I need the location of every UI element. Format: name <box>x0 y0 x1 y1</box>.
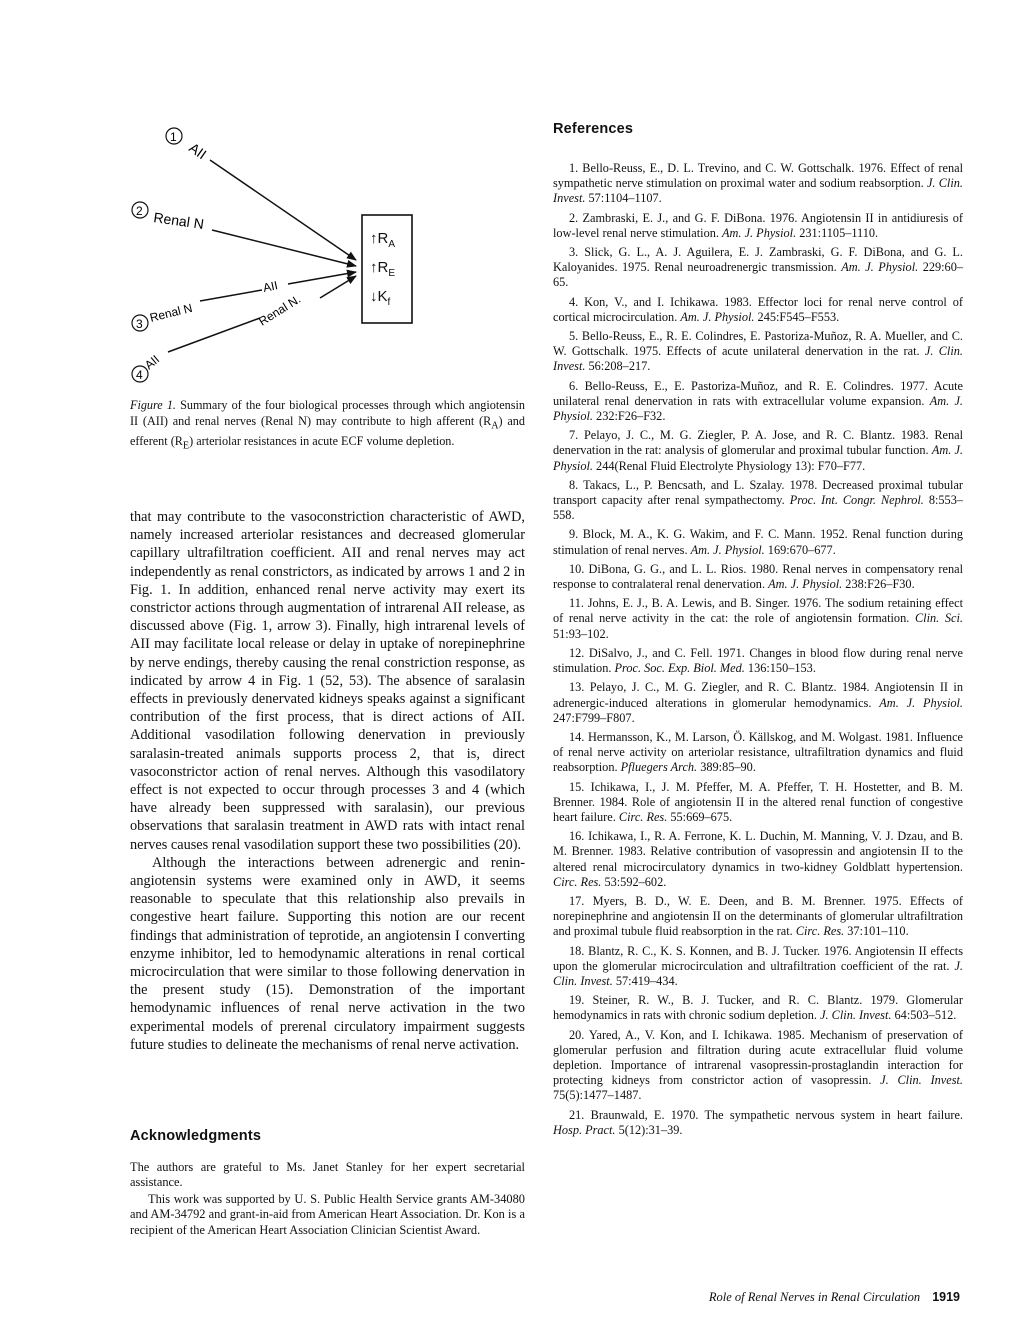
arrow-3-label-aii: AII <box>261 278 279 295</box>
journal-name: Am. J. Physiol. <box>690 542 765 557</box>
arrow-4-label-renal: Renal N. <box>256 291 304 329</box>
references-heading: References <box>553 121 634 137</box>
figure-1-diagram <box>130 118 525 390</box>
reference-item: 4. Kon, V., and I. Ichikawa. 1983. Effector loci for renal nerve control of cortical microcirculation. Am. J. Physiol. 245:F545–F553. <box>553 294 963 324</box>
svg-text:↑RA: $↑R_A$ <box>370 230 396 250</box>
journal-name: Circ. Res. <box>553 874 602 889</box>
reference-item: 20. Yared, A., V. Kon, and I. Ichikawa. 1985. Mechanism of preservation of glomerular perfusion and filtration during acute extracellular fluid volume depletion. Importance of intrarenal vasopressin-prostaglandin interaction for protecting kidneys from constrictor action of vasopressin. J. Clin. Invest. 75(5):1477–1487. <box>553 1027 964 1103</box>
reference-item: 21. Braunwald, E. 1970. The sympathetic nervous system in heart failure. Hosp. Pract. 5(12):31–39. <box>553 1107 963 1137</box>
reference-item: 8. Takacs, L., P. Bencsath, and L. Szalay. 1978. Decreased proximal tubular transport capacity after renal sympathectomy. Proc. Int. Congr. Nephrol. 8:553–558. <box>553 477 963 523</box>
reference-item: 10. DiBona, G. G., and L. L. Rios. 1980. Renal nerves in compensatory renal response to contralateral renal denervation. Am. J. Physiol. 238:F26–F30. <box>553 561 963 592</box>
reference-item: 16. Ichikawa, I., R. A. Ferrone, K. L. Duchin, M. Manning, V. J. Dzau, and B. M. Brenner. 1983. Relative contribution of vasopressin and angiotensin II to the altered renal microcirculatory dynamics in two-kidney Goldblatt hypertension. Circ. Res. 53:592–602. <box>553 829 963 889</box>
reference-item: 19. Steiner, R. W., B. J. Tucker, and R. C. Blantz. 1979. Glomerular hemodynamics in rats with chronic sodium depletion. J. Clin. Invest. 64:503–512. <box>553 993 963 1023</box>
figure-caption: Figure 1. Summary of the four biological processes through which angiotensin II (AII) and renal nerves (Renal N) may contribute to high afferent $(R_A)$ and efferent $(R_E)$ arteriolar resistances in acute ECF volume depletion. <box>130 398 525 452</box>
page-footer <box>650 1290 960 1305</box>
journal-name: Am. J. Physiol. <box>553 393 963 424</box>
journal-name: Proc. Int. Congr. Nephrol. <box>789 493 924 508</box>
acknowledgments-heading: Acknowledgments <box>130 1128 262 1144</box>
arrow-up-re: ↑ <box>370 259 378 276</box>
svg-text:↑RE: $↑R_E$ <box>370 259 396 279</box>
reference-item: 1. Bello-Reuss, E., D. L. Trevino, and C. W. Gottschalk. 1976. Effect of renal sympathetic nerve stimulation on proximal water and sodium reabsorption. J. Clin. Invest. 57:1104–1107. <box>553 161 963 206</box>
arrow-4-line-a <box>168 318 260 352</box>
journal-name: Proc. Soc. Exp. Biol. Med. <box>614 661 745 676</box>
arrow-1-label: AII <box>186 139 210 163</box>
reference-item: 12. DiSalvo, J., and C. Fell. 1971. Changes in blood flow during renal nerve stimulation. Proc. Soc. Exp. Biol. Med. 136:150–153. <box>553 645 963 676</box>
reference-item: 14. Hermansson, K., M. Larson, Ö. Källskog, and M. Wolgast. 1981. Influence of renal nerve activity on arteriolar resistance, ultrafiltration dynamics and fluid reabsorption. Pfluegers Arch. 389:85–90. <box>553 729 963 775</box>
journal-name: J. Clin. Invest. <box>880 1073 964 1088</box>
journal-name: Circ. Res. <box>795 924 845 939</box>
arrow-up-ra: ↑ <box>370 230 378 247</box>
arrow-4-number: 4 <box>136 368 143 382</box>
result-box-labels <box>370 230 395 308</box>
reference-item: 13. Pelayo, J. C., M. G. Ziegler, and R. C. Blantz. 1984. Angiotensin II in adrenergic-induced alterations in glomerular hemodynamics. Am. J. Physiol. 247:F799–F807. <box>553 680 963 725</box>
reference-item: 5. Bello-Reuss, E., R. E. Colindres, E. Pastoriza-Muñoz, R. A. Mueller, and C. W. Gottschalk. 1975. Effects of acute unilateral denervation in the rat. J. Clin. Invest. 56:208–217. <box>553 329 963 374</box>
reference-item: 15. Ichikawa, I., J. M. Pfeffer, M. A. Pfeffer, T. H. Hostetter, and B. M. Brenner. 1984. Role of angiotensin II in the altered renal function of congestive heart failure. Circ. Res. 55:669–675. <box>553 779 963 824</box>
reference-item: 7. Pelayo, J. C., M. G. Ziegler, P. A. Jose, and R. C. Blantz. 1983. Renal denervation in the rat: analysis of glomerular and proximal tubular function. Am. J. Physiol. 244(Renal Fluid Electrolyte Physiology 13): F70–F77. <box>553 428 963 473</box>
arrow-3-number: 3 <box>136 317 143 331</box>
svg-text:↓Kf: $↓K_f$ <box>370 288 391 308</box>
body-text <box>130 508 525 1054</box>
journal-name: J. Clin. Invest. <box>553 958 963 988</box>
reference-item: 6. Bello-Reuss, E., E. Pastoriza-Muñoz, and R. E. Colindres. 1977. Acute unilateral renal denervation in rats with extracellular volume expansion. Am. J. Physiol. 232:F26–F32. <box>553 378 963 424</box>
journal-name: Am. J. Physiol. <box>841 260 919 275</box>
reference-item: 11. Johns, E. J., B. A. Lewis, and B. Singer. 1976. The sodium retaining effect of renal nerve activity in the cat: the role of angiotensin formation. Clin. Sci. 51:93–102. <box>553 596 963 641</box>
journal-name: J. Clin. Invest. <box>553 176 963 206</box>
arrow-1-number: 1 <box>170 130 177 144</box>
body-paragraph: Although the interactions between adrenergic and renin-angiotensin systems were examined only in AWD, it seems reasonable to speculate that this relationship also prevails in congestive heart failure. Supporting this notion are our recent findings that administration of teprotide, an angiotensin I converting enzyme inhibitor, led to hemodynamic alterations in renal cortical microcirculation that were similar to those following denervation in the present study (15). Demonstration of the important hemodynamic influences of renal nerve activation in the two experimental models of prerenal circulatory impairment suggests future studies to delineate the mechanisms of renal nerve activation. <box>130 854 525 1053</box>
reference-item: 2. Zambraski, E. J., and G. F. DiBona. 1976. Angiotensin II in antidiuresis of low-level renal nerve stimulation. Am. J. Physiol. 231:1105–1110. <box>553 210 963 240</box>
running-title: Role of Renal Nerves in Renal Circulation <box>708 1290 921 1304</box>
arrow-2-label: Renal N <box>152 209 205 233</box>
arrow-1-line <box>210 160 356 260</box>
figure-caption-label: Figure 1. <box>130 398 176 412</box>
arrow-2-number: 2 <box>136 204 143 218</box>
arrow-3-label-renal: Renal N <box>148 300 194 325</box>
journal-name: Am. J. Physiol. <box>879 695 963 710</box>
journal-name: J. Clin. Invest. <box>553 344 963 374</box>
reference-item: 9. Block, M. A., K. G. Wakim, and F. C. Mann. 1952. Renal function during stimulation of renal nerves. Am. J. Physiol. 169:670–677. <box>553 527 963 557</box>
page-number: 1919 <box>932 1290 960 1304</box>
reference-item: 17. Myers, B. D., W. E. Deen, and B. M. Brenner. 1975. Effects of norepinephrine and angiotensin II on the determinants of glomerular ultrafiltration and proximal tubule fluid reabsorption in the rat. Circ. Res. 37:101–110. <box>553 893 963 939</box>
acknowledgments-paragraph: This work was supported by U. S. Public Health Service grants AM-34080 and AM-34792 and grant-in-aid from American Heart Association. Dr. Kon is a recipient of the American Heart Association Clinician Scientist Award. <box>130 1191 525 1237</box>
journal-name: Am. J. Physiol. <box>768 577 843 592</box>
acknowledgments-text <box>130 1160 525 1238</box>
reference-item: 18. Blantz, R. C., K. S. Konnen, and B. J. Tucker. 1976. Angiotensin II effects upon the glomerular microcirculation and ultrafiltration coefficient of the rat. J. Clin. Invest. 57:419–434. <box>553 943 963 988</box>
arrow-2-line <box>212 230 356 266</box>
journal-name: Pfluegers Arch. <box>620 760 698 775</box>
journal-name: Hosp. Pract. <box>553 1122 616 1137</box>
journal-name: Circ. Res. <box>618 809 668 824</box>
journal-name: Clin. Sci. <box>914 611 963 626</box>
arrow-down-kf: ↓ <box>370 288 378 305</box>
arrow-3-line-a <box>200 290 262 301</box>
journal-name: Am. J. Physiol. <box>680 309 755 324</box>
journal-name: Am. J. Physiol. <box>722 225 797 240</box>
journal-name: J. Clin. Invest. <box>820 1008 892 1023</box>
journal-name: Am. J. Physiol. <box>553 443 963 473</box>
body-paragraph: that may contribute to the vasoconstriction characteristic of AWD, namely increased arteriolar resistances and decreased glomerular capillary ultrafiltration coefficient. AII and renal nerves may act independently as renal constrictors, as indicated by arrows 1 and 2 in Fig. 1. In addition, enhanced renal nerve activity may exert its constrictor actions through augmentation of intrarenal AII release, as discussed above (Fig. 1, arrow 3). Finally, high intrarenal levels of AII may facilitate local release or delay in uptake of norepinephrine by nerve endings, thereby causing the renal constriction response, as indicated by arrow 4 in Fig. 1 (52, 53). The absence of saralasin effects in previously denervated kidneys speaks against a significant contribution of the first process, that is direct actions of AII. Additional vasodilation following denervation in previously saralasin-treated animals supports process 2, that is, direct vasoconstrictor action of renal nerves. Although this vasodilatory effect is not expected to occur through processes 3 and 4 (which have already been suppressed with saralasin), our previous observations that saralasin treatment in AWD rats with intact renal nerves causes renal vasodilation support these two possibilities (20). <box>130 509 525 853</box>
arrow-4-label-aii: AII <box>141 352 163 373</box>
reference-item: 3. Slick, G. L., A. J. Aguilera, E. J. Zambraski, G. F. DiBona, and G. L. Kaloyanides. 1975. Renal neuroadrenergic transmission. Am. J. Physiol. 229:60–65. <box>553 245 964 290</box>
arrow-4-line-b <box>320 276 356 298</box>
acknowledgments-paragraph: The authors are grateful to Ms. Janet Stanley for her expert secretarial assistance. <box>130 1160 525 1190</box>
references-list <box>553 161 963 1142</box>
